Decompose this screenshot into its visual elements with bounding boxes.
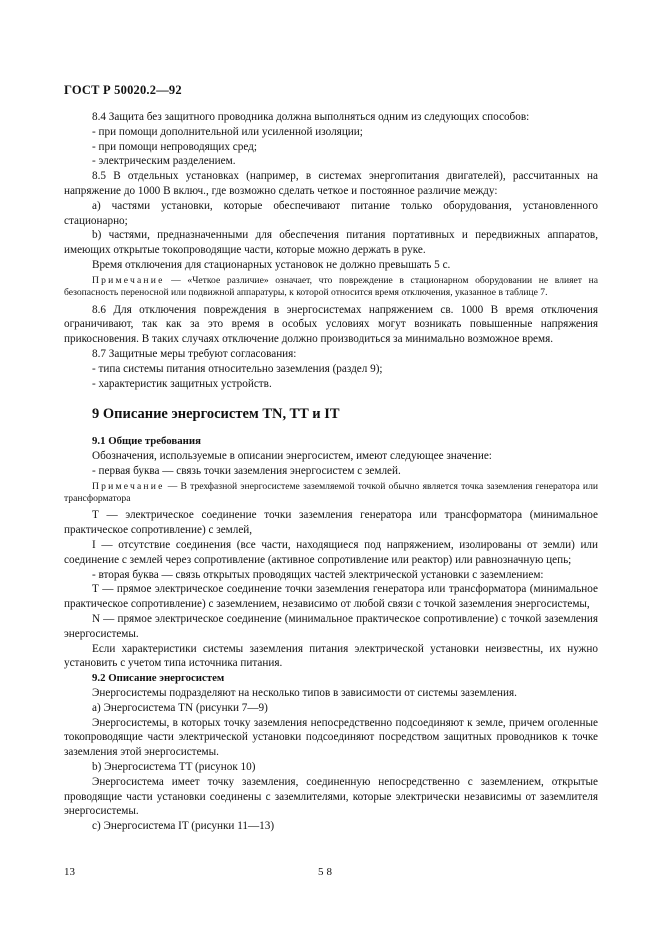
list-item: - характеристик защитных устройств. xyxy=(92,377,272,390)
note-text: — В трехфазной энергосистеме заземляемой точкой обычно является точка заземления генератора или трансформатора xyxy=(64,480,598,504)
item-b-heading: b) Энергосистема TT (рисунок 10) xyxy=(92,760,256,773)
paragraph: Энергосистема имеет точку заземления, соединенную непосредственно с заземлением, открытые проводящие части установки соединены с заземлителями, которые электрически независимы от заземлителя энергосистемы. xyxy=(64,775,598,818)
note-2 xyxy=(64,481,598,506)
paragraph: Энергосистемы, в которых точку заземления непосредственно подсоединяют к земле, причем оголенные токопроводящие части электрической установки подсоединяют посредством защитных проводников к точке заземления этой энергосистемы. xyxy=(64,716,598,759)
clause-8-5-time: Время отключения для стационарных установок не должно превышать 5 с. xyxy=(92,258,451,271)
clause-8-7: 8.7 Защитные меры требуют согласования: xyxy=(92,347,297,360)
clause-8-4: 8.4 Защита без защитного проводника должна выполняться одним из следующих способов: xyxy=(92,111,530,123)
footer-mark: 58 xyxy=(318,866,335,878)
paragraph: Если характеристики системы заземления питания электрической установки неизвестны, их нужно установить с учетом типа источника питания. xyxy=(64,642,598,670)
note-text: — «Четкое различие» означает, что повреждение в стационарном оборудовании не влияет на безопасность переносной или подвижной аппаратуры, к которой относится время отключения, указанное в таблице 7. xyxy=(64,274,598,299)
section-9-title: 9 Описание энергосистем TN, TT и IT xyxy=(92,406,340,423)
note-1 xyxy=(64,275,598,300)
paragraph: Т — электрическое соединение точки заземления генератора или трансформатора (минимальное практическое сопротивление) с землей, xyxy=(64,509,598,537)
paragraph: Т — прямое электрическое соединение точки заземления генератора или трансформатора (минимальное практическое сопротивление) с заземлением, независимо от любой связи с точкой заземления энергосистемы, xyxy=(64,583,598,611)
clause-8-5-b: b) частями, предназначенными для обеспечения питания портативных и передвижных аппаратов, имеющих открытые токопроводящие части, которые можно держать в руке. xyxy=(64,229,598,257)
list-item: - типа системы питания относительно заземления (раздел 9); xyxy=(92,362,383,375)
note-label: Примечание xyxy=(92,480,165,492)
paragraph: Энергосистемы подразделяют на несколько типов в зависимости от системы заземления. xyxy=(92,686,517,699)
subsection-9-1-title: 9.1 Общие требования xyxy=(92,435,201,448)
list-item: - при помощи дополнительной или усиленной изоляции; xyxy=(92,125,363,138)
list-item: - электрическим разделением. xyxy=(92,155,236,168)
clause-8-6: 8.6 Для отключения повреждения в энергосистемах напряжением св. 1000 В время отключения ограничивают, так как за это время в особых условиях могут возникать повышенные напряжения прикосновения. В таких случаях отключение должно производиться за минимально возможное время. xyxy=(64,303,598,346)
clause-8-5: 8.5 В отдельных установках (например, в системах энергопитания двигателей), рассчитанных на напряжение до 1000 В включ., где возможно сделать четкое и постоянное различие между: xyxy=(64,170,598,197)
subsection-9-2-title: 9.2 Описание энергосистем xyxy=(92,672,225,685)
document-body xyxy=(64,110,598,834)
item-a-heading: а) Энергосистема TN (рисунки 7—9) xyxy=(92,701,268,714)
item-c-heading: с) Энергосистема IT (рисунки 11—13) xyxy=(92,820,275,833)
list-item: - при помощи непроводящих сред; xyxy=(92,140,257,153)
note-label: Примечание xyxy=(92,274,165,286)
clause-8-5-a: a) частями установки, которые обеспечивают питание только оборудования, установленного стационарно; xyxy=(64,199,598,227)
page-number: 13 xyxy=(64,866,75,878)
paragraph: Обозначения, используемые в описании энергосистем, имеют следующее значение: xyxy=(92,449,492,462)
document-header: ГОСТ Р 50020.2—92 xyxy=(64,83,182,97)
paragraph: - вторая буква — связь открытых проводящих частей электрической установки с заземлением: xyxy=(92,568,544,581)
paragraph: I — отсутствие соединения (все части, находящиеся под напряжением, изолированы от земли) или соединение с землей через сопротивление (активное сопротивление или реактор) или равнозначную цепь; xyxy=(64,538,598,566)
paragraph: N — прямое электрическое соединение (минимальное практическое сопротивление) с точкой заземления энергосистемы. xyxy=(64,612,598,640)
paragraph: - первая буква — связь точки заземления энергосистем с землей. xyxy=(92,464,401,477)
